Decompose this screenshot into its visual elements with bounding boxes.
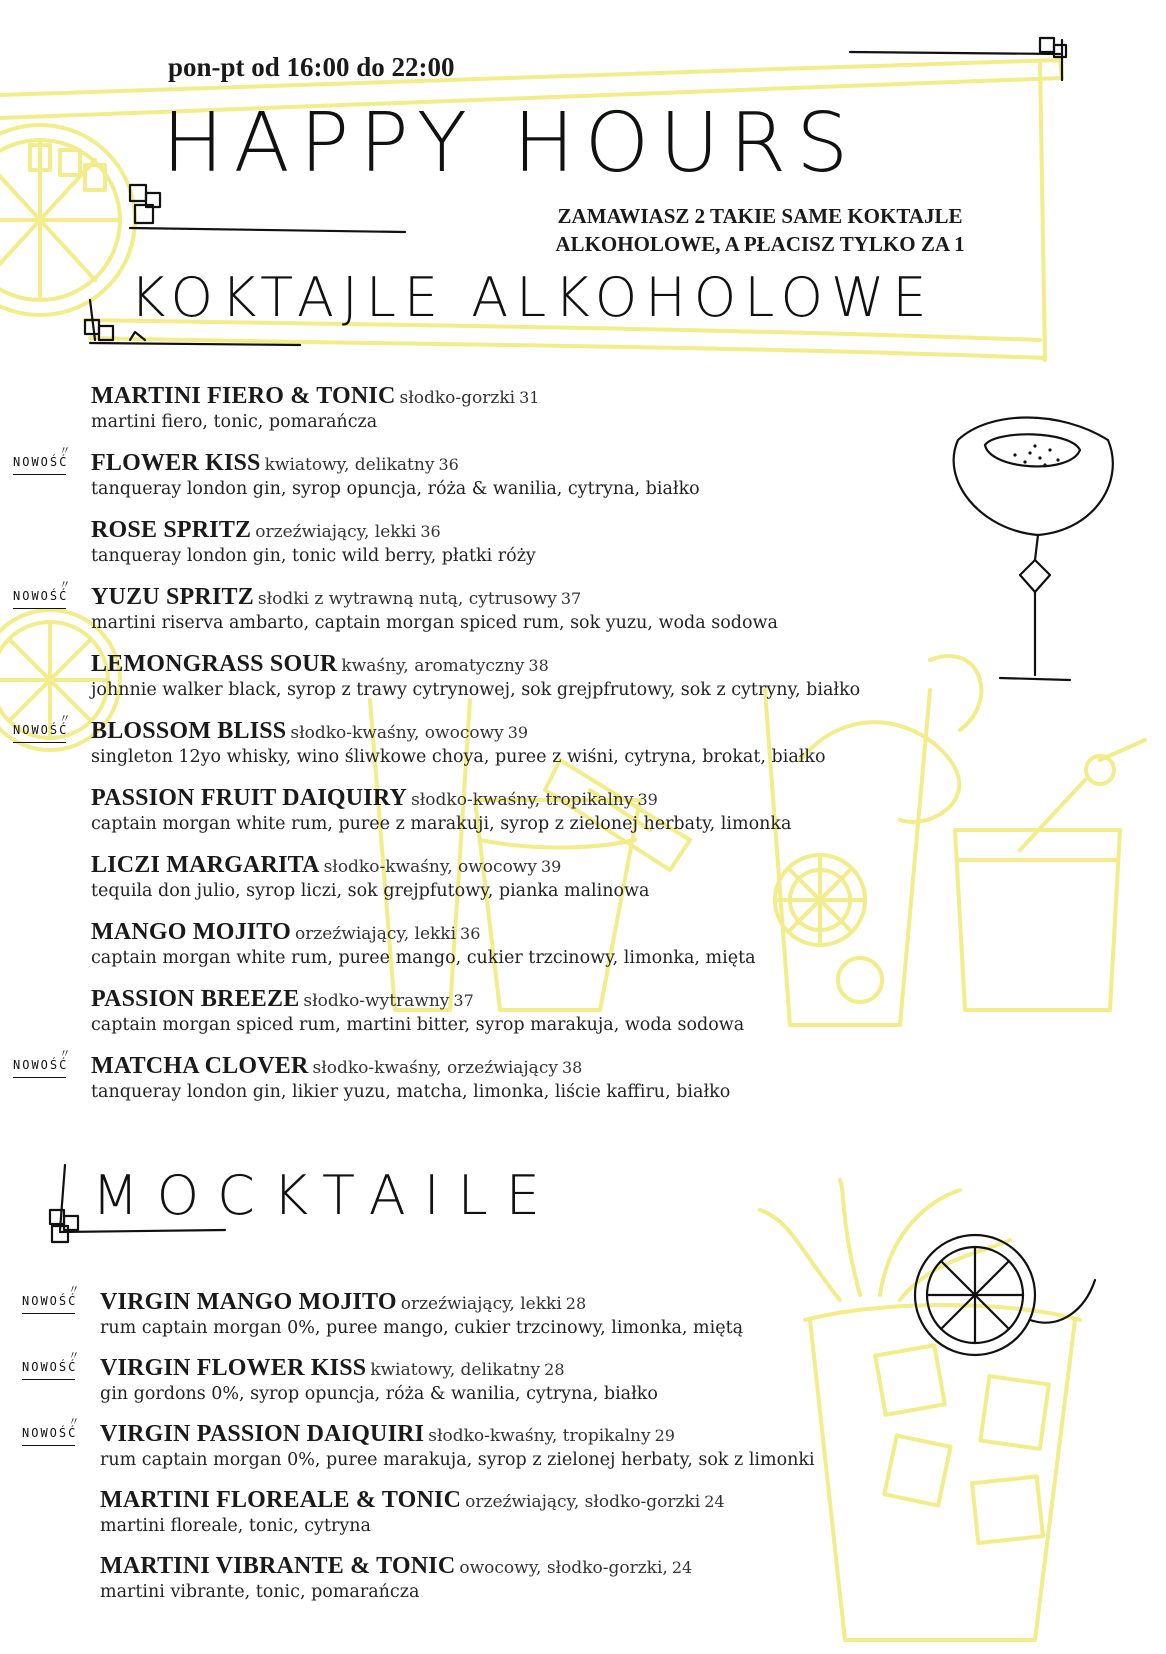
menu-item (91, 985, 860, 1052)
menu-item (91, 784, 860, 851)
menu-item (91, 918, 860, 985)
item-ingredients: rum captain morgan 0%, puree mango, cukier trzcinowy, limonka, miętą (100, 1318, 744, 1338)
menu-item (22, 1354, 815, 1420)
promo-line-2: ALKOHOLOWE, A PŁACISZ TYLKO ZA 1 (555, 232, 965, 256)
item-name: MATCHA CLOVER (91, 1053, 309, 1079)
new-badge: 〃 NOWOŚĆ (22, 1426, 77, 1440)
item-price: 39 (540, 857, 562, 876)
item-ingredients: martini floreale, tonic, cytryna (100, 1516, 371, 1536)
item-name: VIRGIN PASSION DAIQUIRI (100, 1421, 425, 1447)
item-name: LICZI MARGARITA (91, 852, 320, 878)
item-ingredients: martini fiero, tonic, pomarańcza (91, 412, 378, 432)
item-ingredients: martini riserva ambarto, captain morgan spiced rum, sok yuzu, woda sodowa (91, 613, 778, 633)
item-price: 31 (519, 388, 540, 407)
opening-hours: pon-pt od 16:00 do 22:00 (168, 52, 455, 82)
item-taste: orzeźwiający, słodko-gorzki (465, 1492, 701, 1512)
new-badge: 〃 NOWOŚĆ (13, 723, 68, 737)
menu-item (91, 851, 860, 918)
item-ingredients: captain morgan white rum, puree z marakuji, syrop z zielonej herbaty, limonka (91, 814, 792, 834)
item-price: 36 (460, 924, 481, 943)
promo-line-1: ZAMAWIASZ 2 TAKIE SAME KOKTAJLE (557, 204, 963, 228)
menu-item (13, 717, 860, 784)
item-price: 28 (544, 1360, 565, 1379)
new-badge: 〃 NOWOŚĆ (13, 589, 68, 603)
item-price: 28 (565, 1294, 587, 1313)
item-price: 39 (507, 723, 529, 742)
menu-item (91, 382, 860, 449)
item-ingredients: singleton 12yo whisky, wino śliwkowe choya, puree z wiśni, cytryna, brokat, białko (91, 747, 826, 767)
section-title-alcoholic: KOKTAJLE ALKOHOLOWE (130, 266, 935, 329)
item-name: VIRGIN MANGO MOJITO (100, 1289, 397, 1315)
item-price: 24 (704, 1492, 725, 1511)
item-ingredients: johnnie walker black, syrop z trawy cytrynowej, sok grejpfrutowy, sok z cytryny, białko (91, 680, 861, 700)
item-ingredients: tanqueray london gin, likier yuzu, matcha, limonka, liście kaffiru, białko (91, 1082, 731, 1102)
new-badge: 〃 NOWOŚĆ (22, 1360, 77, 1374)
item-taste: słodko-kwaśny, orzeźwiający (312, 1058, 558, 1078)
item-ingredients: tequila don julio, syrop liczi, sok grejpfutowy, pianka malinowa (91, 881, 650, 901)
new-badge: 〃 NOWOŚĆ (13, 455, 68, 469)
menu-item (22, 1420, 815, 1486)
item-price: 29 (654, 1426, 675, 1445)
item-taste: orzeźwiający, lekki (255, 522, 417, 542)
item-price: 38 (528, 656, 549, 675)
mocktail-list (22, 1288, 815, 1618)
item-price: 37 (560, 589, 582, 608)
item-price: 24 (671, 1558, 693, 1577)
item-ingredients: captain morgan white rum, puree mango, cukier trzcinowy, limonka, mięta (91, 948, 756, 968)
item-name: VIRGIN FLOWER KISS (100, 1355, 367, 1381)
page-title: HAPPY HOURS (162, 96, 859, 191)
item-name: MARTINI FLOREALE & TONIC (100, 1487, 462, 1513)
item-ingredients: martini vibrante, tonic, pomarańcza (100, 1582, 420, 1602)
item-taste: orzeźwiający, lekki (294, 924, 457, 944)
item-name: LEMONGRASS SOUR (91, 651, 338, 677)
item-ingredients: tanqueray london gin, tonic wild berry, płatki róży (91, 546, 536, 566)
item-price: 38 (561, 1058, 583, 1077)
alcoholic-cocktail-list (13, 382, 861, 1119)
item-taste: orzeźwiający, lekki (400, 1294, 562, 1314)
item-taste: słodko-kwaśny, tropikalny (411, 790, 634, 810)
item-name: PASSION BREEZE (91, 986, 300, 1012)
item-taste: słodko-kwaśny, tropikalny (428, 1426, 651, 1446)
menu-item (100, 1486, 815, 1552)
item-name: ROSE SPRITZ (91, 517, 252, 543)
promo-text (520, 202, 1000, 258)
item-name: BLOSSOM BLISS (91, 718, 287, 744)
item-price: 36 (438, 455, 459, 474)
menu-item (91, 516, 860, 583)
item-name: MANGO MOJITO (91, 919, 291, 945)
menu-item (22, 1288, 815, 1354)
menu-item (100, 1552, 815, 1618)
item-name: PASSION FRUIT DAIQUIRY (91, 785, 408, 811)
item-price: 39 (637, 790, 658, 809)
item-taste: słodko-wytrawny (303, 991, 450, 1011)
item-taste: słodko-kwaśny, owocowy (290, 723, 504, 743)
item-taste: słodko-kwaśny, owocowy (323, 857, 537, 877)
item-taste: słodko-gorzki (399, 388, 516, 408)
item-name: YUZU SPRITZ (91, 584, 254, 610)
item-name: MARTINI VIBRANTE & TONIC (100, 1553, 456, 1579)
item-taste: kwiatowy, delikatny (264, 455, 435, 475)
item-name: MARTINI FIERO & TONIC (91, 383, 396, 409)
menu-item (13, 583, 860, 650)
item-name: FLOWER KISS (91, 450, 261, 476)
item-ingredients: tanqueray london gin, syrop opuncja, róża & wanilia, cytryna, białko (91, 479, 700, 499)
item-taste: owocowy, słodko-gorzki, (459, 1558, 668, 1578)
menu-item (91, 650, 860, 717)
item-ingredients: captain morgan spiced rum, martini bitter, syrop marakuja, woda sodowa (91, 1015, 745, 1035)
item-price: 37 (453, 991, 474, 1010)
item-taste: słodki z wytrawną nutą, cytrusowy (257, 589, 557, 609)
item-ingredients: rum captain morgan 0%, puree marakuja, syrop z zielonej herbaty, sok z limonki (100, 1450, 815, 1470)
item-taste: kwiatowy, delikatny (370, 1360, 541, 1380)
item-taste: kwaśny, aromatyczny (341, 656, 525, 676)
menu-item (13, 1052, 860, 1119)
new-badge: 〃 NOWOŚĆ (22, 1294, 77, 1308)
section-title-mocktails: MOCKTAILE (92, 1164, 558, 1227)
new-badge: 〃 NOWOŚĆ (13, 1058, 68, 1072)
menu-item (13, 449, 860, 516)
item-ingredients: gin gordons 0%, syrop opuncja, róża & wanilia, cytryna, białko (100, 1384, 658, 1404)
item-price: 36 (420, 522, 441, 541)
